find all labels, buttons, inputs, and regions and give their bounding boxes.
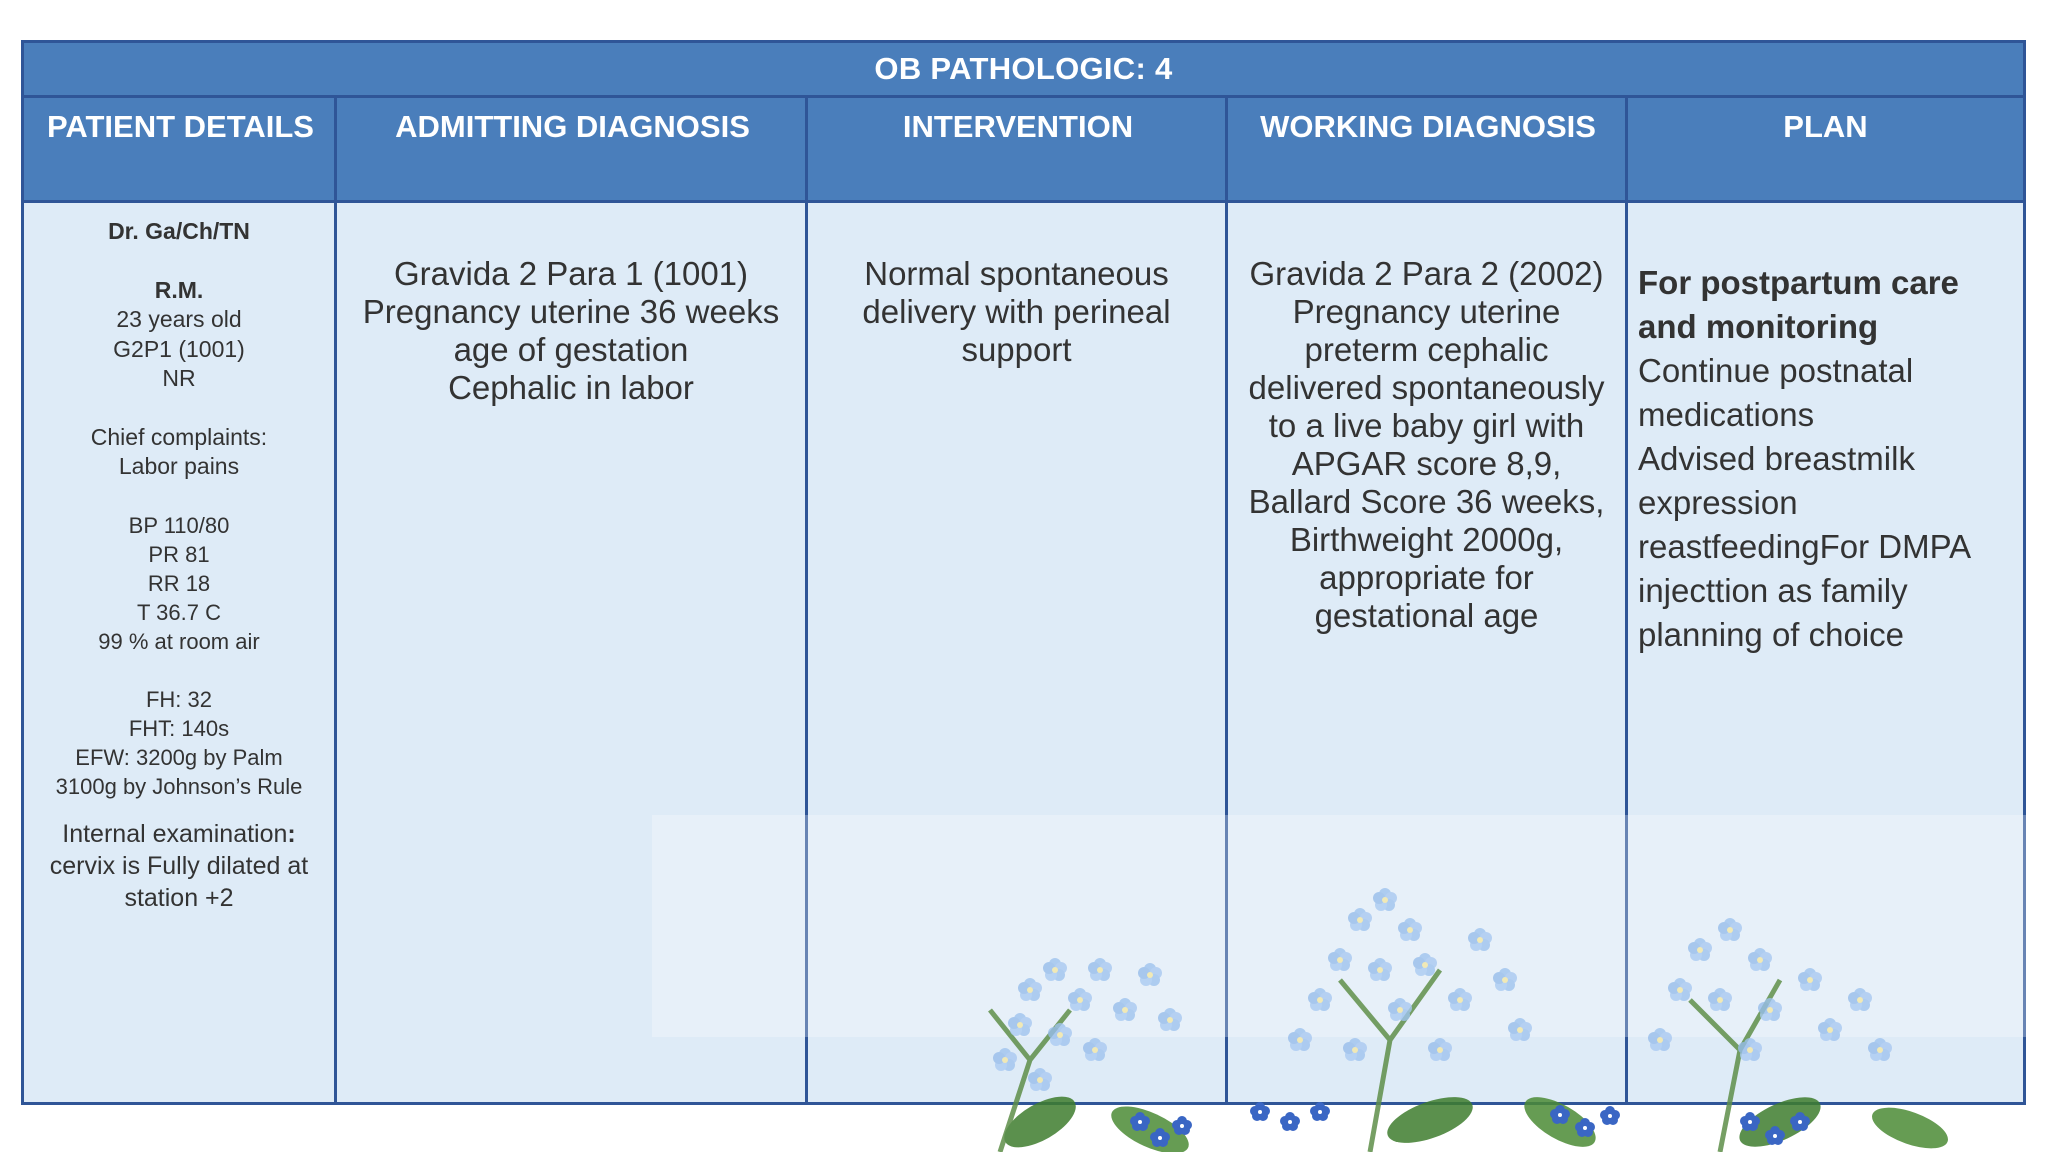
header-row <box>24 98 2023 203</box>
working-line: preterm cephalic <box>1304 331 1549 368</box>
admitting-line: Gravida 2 Para 1 (1001) <box>393 255 749 292</box>
internal-exam-label: Internal examination: <box>62 819 296 848</box>
working-line: APGAR score 8,9, <box>1291 445 1562 482</box>
vital-o2: 99 % at room air <box>98 628 260 654</box>
vital-bp: BP 110/80 <box>128 512 230 538</box>
plan-line: expression <box>1638 484 1798 521</box>
internal-exam-line1: cervix is Fully dilated at <box>49 851 309 880</box>
doctor-names: Dr. Ga/Ch/TN <box>108 218 250 244</box>
internal-exam-line2: station +2 <box>124 883 234 912</box>
working-line: Pregnancy uterine <box>1292 293 1561 330</box>
working-line: gestational age <box>1314 597 1539 634</box>
intervention-line: support <box>961 331 1072 368</box>
working-line: Gravida 2 Para 2 (2002) <box>1249 255 1604 292</box>
cell-patient-details <box>24 203 334 1102</box>
chief-complaints-label: Chief complaints: <box>90 423 268 450</box>
header-admitting-diagnosis: ADMITTING DIAGNOSIS <box>395 109 750 144</box>
header-intervention: INTERVENTION <box>902 109 1134 144</box>
vital-rr: RR 18 <box>147 570 211 596</box>
header-working-diagnosis: WORKING DIAGNOSIS <box>1260 109 1596 144</box>
vital-pr: PR 81 <box>148 541 210 567</box>
cell-intervention <box>808 203 1225 1102</box>
ob-pathologic-table <box>21 40 2026 1105</box>
plan-line: reastfeedingFor DMPA <box>1638 528 1972 565</box>
fundic-height: FH: 32 <box>145 686 213 712</box>
intervention-line: Normal spontaneous <box>864 255 1169 292</box>
plan-line: planning of choice <box>1638 616 1905 653</box>
plan-line: injecttion as family <box>1638 572 1908 609</box>
working-line: to a live baby girl with <box>1268 407 1585 444</box>
working-line: delivered spontaneously <box>1248 369 1605 406</box>
working-line: Birthweight 2000g, <box>1289 521 1564 558</box>
patient-initials: R.M. <box>154 276 204 303</box>
efw-palm: EFW: 3200g by Palm <box>75 744 283 770</box>
admitting-line: Cephalic in labor <box>448 369 694 406</box>
working-line: Ballard Score 36 weeks, <box>1248 483 1605 520</box>
intervention-line: delivery with perineal <box>862 293 1171 330</box>
chief-complaints-value: Labor pains <box>118 453 240 479</box>
plan-line: Continue postnatal <box>1638 352 1914 389</box>
plan-bold-line: and monitoring <box>1638 308 1879 345</box>
fetal-heart-tone: FHT: 140s <box>128 715 230 741</box>
plan-line: medications <box>1638 396 1815 433</box>
patient-nr: NR <box>162 365 196 391</box>
header-plan: PLAN <box>1783 109 1868 144</box>
cell-working-diagnosis <box>1228 203 1625 1102</box>
working-line: appropriate for <box>1319 559 1534 596</box>
admitting-line: age of gestation <box>453 331 689 368</box>
patient-age: 23 years old <box>116 306 242 332</box>
table-title: OB PATHOLOGIC: 4 <box>24 43 2023 98</box>
cell-admitting-diagnosis <box>337 203 805 1102</box>
plan-bold-line: For postpartum care <box>1638 264 1959 301</box>
ob-score: G2P1 (1001) <box>113 335 245 362</box>
cell-plan <box>1628 203 2023 1102</box>
efw-johnson: 3100g by Johnson’s Rule <box>55 773 303 799</box>
plan-line: Advised breastmilk <box>1638 440 1915 477</box>
header-patient-details: PATIENT DETAILS <box>47 109 314 144</box>
vital-temp: T 36.7 C <box>137 599 221 625</box>
admitting-line: Pregnancy uterine 36 weeks <box>362 293 780 330</box>
